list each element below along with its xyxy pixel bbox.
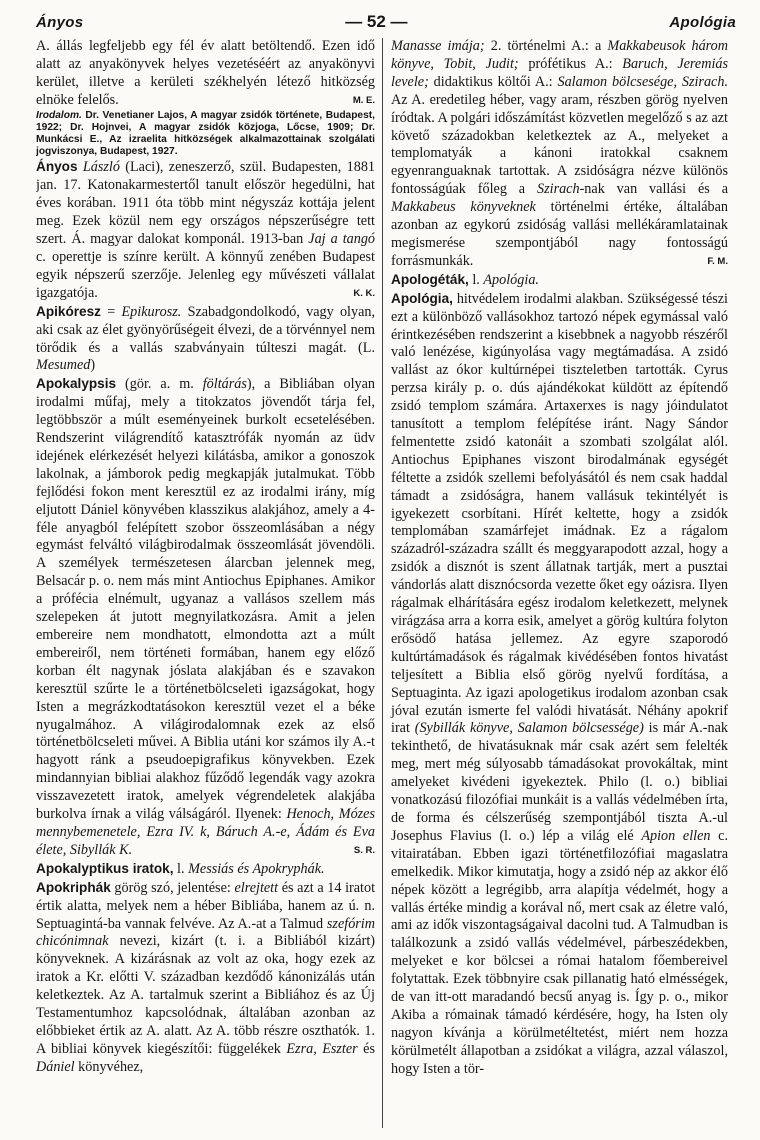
entry-headword: Apokalyptikus iratok, bbox=[36, 860, 174, 876]
entry-apokalyptikus-iratok bbox=[36, 860, 375, 879]
entry-text: 2. történelmi A.: a bbox=[490, 38, 602, 54]
entry-headword: Ányos bbox=[36, 159, 78, 175]
entry-text: Az A. eredetileg héber, vagy aram, részben görög nyelven íródtak. A polgári időszámítást közvetlen megelőző s az azt követő századokban keletkeztek az A., melyeket a templomatyák a kánoni iratokkal csaknem egyenranguaknak tartottak. A zsidóságra nézve különös fontosságúak főleg a bbox=[391, 91, 728, 198]
entry-term-italic: Apion ellen bbox=[641, 827, 711, 844]
cross-reference: Messiás és Apokryphák. bbox=[188, 860, 325, 877]
literature-text: Dr. Venetianer Lajos, A magyar zsidók története, Budapest, 1922; Dr. Hojnvei, A magyar zsidók közjoga, Lőcse, 1909; Dr. Munkácsi E., Az izraelita hitközségek alkalmazottainak szolgálati jogviszonya, Budapest, 1927. bbox=[36, 109, 375, 158]
entry-text: könyvéhez, bbox=[78, 1058, 144, 1075]
entry-gloss: föltárás bbox=[202, 376, 247, 393]
entry-text: is már A.-nak tekinthető, de hivatásuknak már csak azért sem felelték meg, mert még súlyosabb támadásokat provokáltak, mint amelyeket kivédeni igyekeztek. Philo (l. o.) bibliai vonatkozású filozófiai munkáit is a vallás védelmében írta, de forma és célszerűség szempontjából tiszta A.-ul Josephus Flavius (l. o.) lép a világ elé bbox=[391, 720, 728, 844]
entry-list-italic: Henoch, Mózes mennybemenetele, Ezra IV. k, Báruch A.-e, Ádám és Eva élete, Sibyllák K. bbox=[36, 806, 375, 858]
entry-term-italic: Dániel bbox=[36, 1058, 75, 1075]
author-signature: F. M. bbox=[707, 255, 728, 267]
entry-text: (Laci), zeneszerző, szül. Budapesten, 1881 jan. 17. Katonakarmestertől tanult először hegedülni, hat éves korában. 1911 óta több mint négyszáz kottája jelent meg. Ezek közül nem egy országos népszerűségre tett szert. Á. magyar dalokat komponál. 1913-ban bbox=[36, 159, 376, 248]
entry-text: l. bbox=[177, 860, 185, 877]
literature-label: Irodalom. bbox=[36, 109, 82, 121]
entry-title-italic: Jaj a tangó bbox=[308, 231, 376, 248]
entry-headword: Apologéták, bbox=[391, 271, 469, 287]
entry-text: (gör. a. m. bbox=[125, 376, 194, 393]
entry-anyos bbox=[36, 158, 375, 302]
entry-term-italic: (Sybillák könyve, Salamon bölcsessége) bbox=[414, 720, 644, 737]
entry-term-italic: Manasse imája; bbox=[391, 38, 485, 54]
entry-term-italic: Makkabeusok három könyve, Tobit, Judit; bbox=[391, 38, 728, 72]
closing-paren: ) bbox=[90, 357, 96, 374]
entry-text: c. vitairatában. Ebben igazi történetfilozófiai magaslatra emelkedik. Mikor kimutatja, hogy a zsidó nép az akkor élő népek között a legrégibb, arra alapítja védelmét, hogy a vallás értéke mindig a korával nő, mert csak az életre való, ami az idők viszontagságaival dacolni tud. A Talmudban is találkozunk a zsidó vallás védelmével, párbeszédekben, melyeket e kor bölcsei a római hatalom főembereivel folytattak. Ezek többnyire csak pillanatig ható elmésségek, de van itt-ott maradandó becsű anyag is. Így p. o., mikor Akiba a rómainak támadó kérdésére, hogy, ha Isten oly nagyon kívánja a körülmetéltetést, miért nem hozza körülmetélt állapotban a zsidókat a világra, azzal válaszol, hogy Isten a tör- bbox=[391, 827, 728, 1077]
entry-headword: Apikóresz bbox=[36, 303, 101, 319]
author-signature: M. E. bbox=[352, 94, 375, 106]
entry-continuation bbox=[36, 38, 375, 110]
entry-term-italic: Makkabeus könyveknek bbox=[391, 199, 536, 216]
equals-sign: = bbox=[107, 303, 116, 320]
entry-headword: Apokriphák bbox=[36, 879, 111, 895]
literature-note bbox=[36, 110, 375, 159]
right-column bbox=[382, 38, 728, 1128]
entry-text: -nak van vallási és a bbox=[579, 181, 728, 198]
entry-apokriphak bbox=[36, 879, 375, 1077]
entry-text: történelmi értéke, általában azonban az egykorú zsidóság vallási mellékáramlatainak megismerése szempontjából nagy fontosságú forrásmunkák. bbox=[391, 199, 728, 269]
entry-text: didaktikus költői A.: bbox=[433, 73, 553, 90]
entry-apologetak bbox=[391, 271, 728, 290]
paragraph-text: A. állás legfeljebb egy fél év alatt betöltendő. Ezen idő alatt az anyakönyvek helyes vezetéséért az anyakönyvi kerület, illetve a kerületi székhelyén létező hitközség elnöke felelős. bbox=[36, 38, 375, 108]
author-signature: K. K. bbox=[353, 287, 375, 299]
running-head-right: Apológia bbox=[669, 14, 736, 31]
entry-apokriphak-continued bbox=[391, 38, 728, 271]
entry-term-italic: szefórim chicónimnak bbox=[36, 915, 375, 950]
entry-headword: Apológia, bbox=[391, 290, 453, 306]
entry-text: hitvédelem irodalmi alakban. Szükségessé tészi ezt a különböző vallásokhoz tartozó népek egymással való érintkezésében rendszerint a kisebbnek a nagyobb részéről való lenézése, kigúnyolása vagy megtámadása. A zsidó vallást az ókor kultúrnépei tiszteletben tartották. Cyrus perzsa király p. o. dús ajándékokat küldött az építendő zsidó templom számára. Artaxerxes is nagy jóindulatot tanusított a templom felépítése iránt. Nagy Sándor felmentette zsidó katonáit a szombati szolgálat alól. Antiochus Epiphanes viszont birodalmának egységét féltette a zsidók szellemi befolyásától és nem csak haddal támadt a zsidóságra, hanem vallásuk tekintélyét is igyekezett csorbítani. Hírét keltette, hogy a zsidók templomában szamárfejet imádnak. Ez a rágalom századról-századra szállt és meggyarapodott azzal, hogy a zsidók a disznót is szent állatnak tartják, mert a pusztai vándorlás alatt disznócsorda vezette őket egy oázisra. Ilyen rágalmak elhárítására egész irodalom keletkezett, melynek virágzása arra a korra esik, amelyet a görög kultúra folyton erősödő hatása jellemez. Az egyre szaporodó kultúrtámadások és rágalmak kivédésében fontos hivatást teljesített a Biblia első görög nyelvű fordítása, a Septuaginta. Az igazi apologetikus irodalom azonban csak jóval ezután ismerte fel valódi hivatását. Néhány apokrif irat bbox=[391, 290, 728, 737]
cross-reference: Epikurosz. bbox=[121, 303, 182, 320]
left-column bbox=[36, 38, 382, 1128]
cross-reference: Mesumed bbox=[36, 357, 91, 374]
entry-apikoresz bbox=[36, 303, 375, 376]
page-number: — 52 — bbox=[345, 12, 408, 31]
cross-reference: Apológia. bbox=[483, 271, 539, 288]
entry-term-italic: Szirach bbox=[537, 181, 580, 198]
entry-apologia bbox=[391, 290, 728, 1079]
entry-term-italic: Salamon bölcsesége, Szirach. bbox=[557, 73, 728, 90]
entry-text: és bbox=[363, 1040, 375, 1057]
entry-term-italic: Ezra, Eszter bbox=[286, 1040, 358, 1057]
entry-name: László bbox=[82, 159, 120, 176]
entry-text: ), a Bibliában olyan irodalmi műfaj, mely a titokzatos jövendőt tárja fel, legtöbbször a múlt eseményeinek burkolt ecsetelésében. Rendszerint világrendítő katasztrófák nyomán az üdv idejének elérkezését helyezi kilátásba, amikor a gonoszok lakolnak, a jámborok pedig megkapják jutalmukat. Több fejlődési fokon ment keresztül ez az irodalmi irány, míg eljutott Dániel könyvében klasszikus alakjához, amely a 4-féle anyagból felépített szobor összeomlásában a négy egymást felváltó világbirodalmak összeomlását jövendöli. A személyek természetesen álarcban jelennek meg, Belsacár p. o. nem más mint Antiochus Epiphanes. Amikor a prófécia elnémult, ugyanaz a vallásos szellem más szelepeken át jutott megnyilatkozásra. Amit a jelen embereire nem mondhatott, elmondotta azt a múlt embereiről, nem történeti formában, hanem egy előző korban élt nagynak jóslata alakjában és e szavakon keresztül szűrte le a történetbölcseleti igazságokat, hogy Isten a megrázkodtatásokon keresztül vezet el a béke nyugalmához. A világirodalomnak ezek az első történetbölcseleti művei. A Biblia utáni kor számos ily A.-t hagyott ránk a pseudoepigrafikus könyvekben. Ezek mindannyian bibliai alakhoz fűződő legendák vagy azokra visszavezetett iratok, amelyek végrendeletek alakjába burkolva írnak a világ válságáról. Ilyenek: bbox=[36, 376, 375, 823]
entry-text: görög szó, jelentése: bbox=[114, 879, 231, 896]
page-header bbox=[36, 12, 736, 38]
entry-term-italic: Baruch, Jeremiás levele; bbox=[391, 55, 728, 90]
entry-gloss: elrejtett bbox=[234, 879, 279, 896]
text-columns bbox=[36, 38, 736, 1128]
entry-apokalypsis bbox=[36, 375, 375, 859]
entry-headword: Apokalypsis bbox=[36, 376, 117, 392]
entry-text: prófétikus A.: bbox=[528, 55, 613, 72]
entry-text: c. operettje is színre került. A könnyű zenében Budapest egyik népszerű szerzője. Jelenleg egy művészeti vállalat igazgatója. bbox=[36, 248, 375, 301]
author-signature: S. R. bbox=[353, 844, 375, 856]
entry-text: Szabadgondolkodó, vagy olyan, aki csak az élet gyönyörűségeit élvezi, de a törvénnyel nem törődik és a vallás szabványain túlteszi magát. (L. bbox=[36, 303, 376, 356]
entry-text: l. bbox=[472, 271, 480, 288]
entry-text: és azt a 14 iratot értik alatta, melyek nem a héber Bibliába, hanem az ú. n. Septuagintá-ba vannak felvéve. Az A.-at a Talmud bbox=[36, 879, 376, 932]
running-head-left: Ányos bbox=[36, 14, 84, 31]
entry-text: nevezi, kizárt (t. i. a Bibliából kizárt) könyveknek. A kizárásnak az volt az oka, hogy ezek az iratok a Kr. előtti V. században kezdődő kánonizálás után keletkeztek. Az A. tartalmuk szerint a Bibliához és az Új Testamentumhoz kapcsolódnak, általában azonban az előbbieket értik az A. alatt. Az A. több részre oszthatók. 1. A bibliai könyvek kiegészítői: függelékek bbox=[36, 933, 375, 1057]
